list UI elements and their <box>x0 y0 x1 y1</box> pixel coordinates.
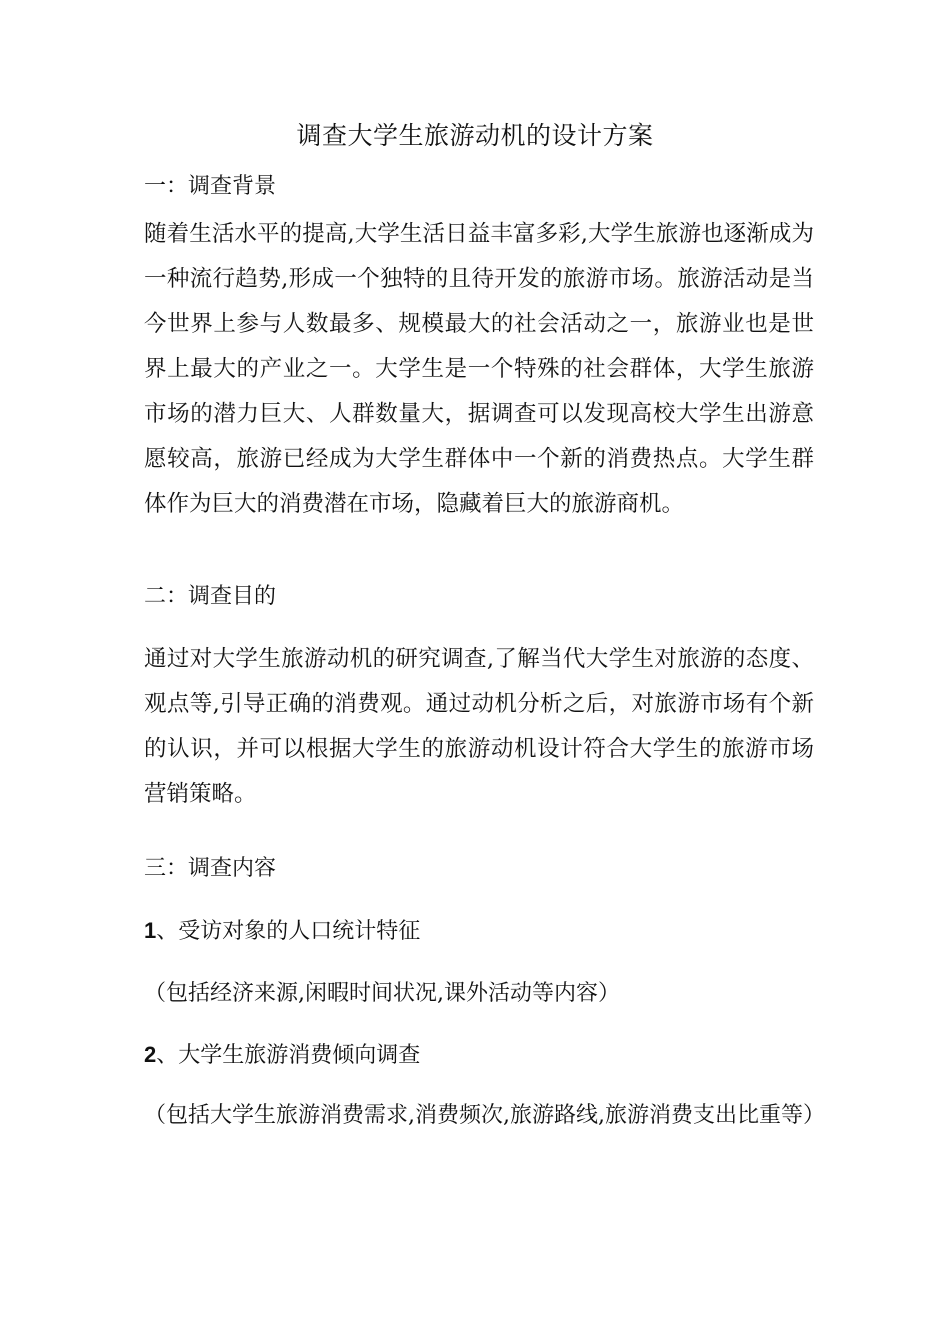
section-heading-content: 三：调查内容 <box>144 856 277 881</box>
content-item-number: 1 <box>144 918 157 943</box>
content-item-1 <box>144 915 420 948</box>
content-item-label: 、受访对象的人口统计特征 <box>156 919 421 944</box>
content-item-note: （包括经济来源,闲暇时间状况,课外活动等内容） <box>144 981 620 1006</box>
section-heading-background: 一：调查背景 <box>144 174 277 199</box>
document-title: 调查大学生旅游动机的设计方案 <box>296 121 654 150</box>
content-item-label: 、大学生旅游消费倾向调查 <box>156 1043 421 1068</box>
content-item-number: 2 <box>144 1042 157 1067</box>
content-item-note: （包括大学生旅游消费需求,消费频次,旅游路线,旅游消费支出比重等） <box>144 1103 825 1128</box>
content-item-2 <box>144 1039 420 1072</box>
section-heading-purpose: 二：调查目的 <box>144 584 277 609</box>
paragraph-background: 随着生活水平的提高,大学生活日益丰富多彩,大学生旅游也逐渐成为一种流行趋势,形成一个独特的且待开发的旅游市场。旅游活动是当今世界上参与人数最多、规模最大的社会活动之一，旅游业也是世界上最大的产业之一。大学生是一个特殊的社会群体，大学生旅游市场的潜力巨大、人群数量大，据调查可以发现高校大学生出游意愿较高，旅游已经成为大学生群体中一个新的消费热点。大学生群体作为巨大的消费潜在市场，隐藏着巨大的旅游商机。 <box>144 221 814 517</box>
paragraph-purpose: 通过对大学生旅游动机的研究调查,了解当代大学生对旅游的态度、观点等,引导正确的消费观。通过动机分析之后，对旅游市场有个新的认识，并可以根据大学生的旅游动机设计符合大学生的旅游市场营销策略。 <box>144 646 814 807</box>
